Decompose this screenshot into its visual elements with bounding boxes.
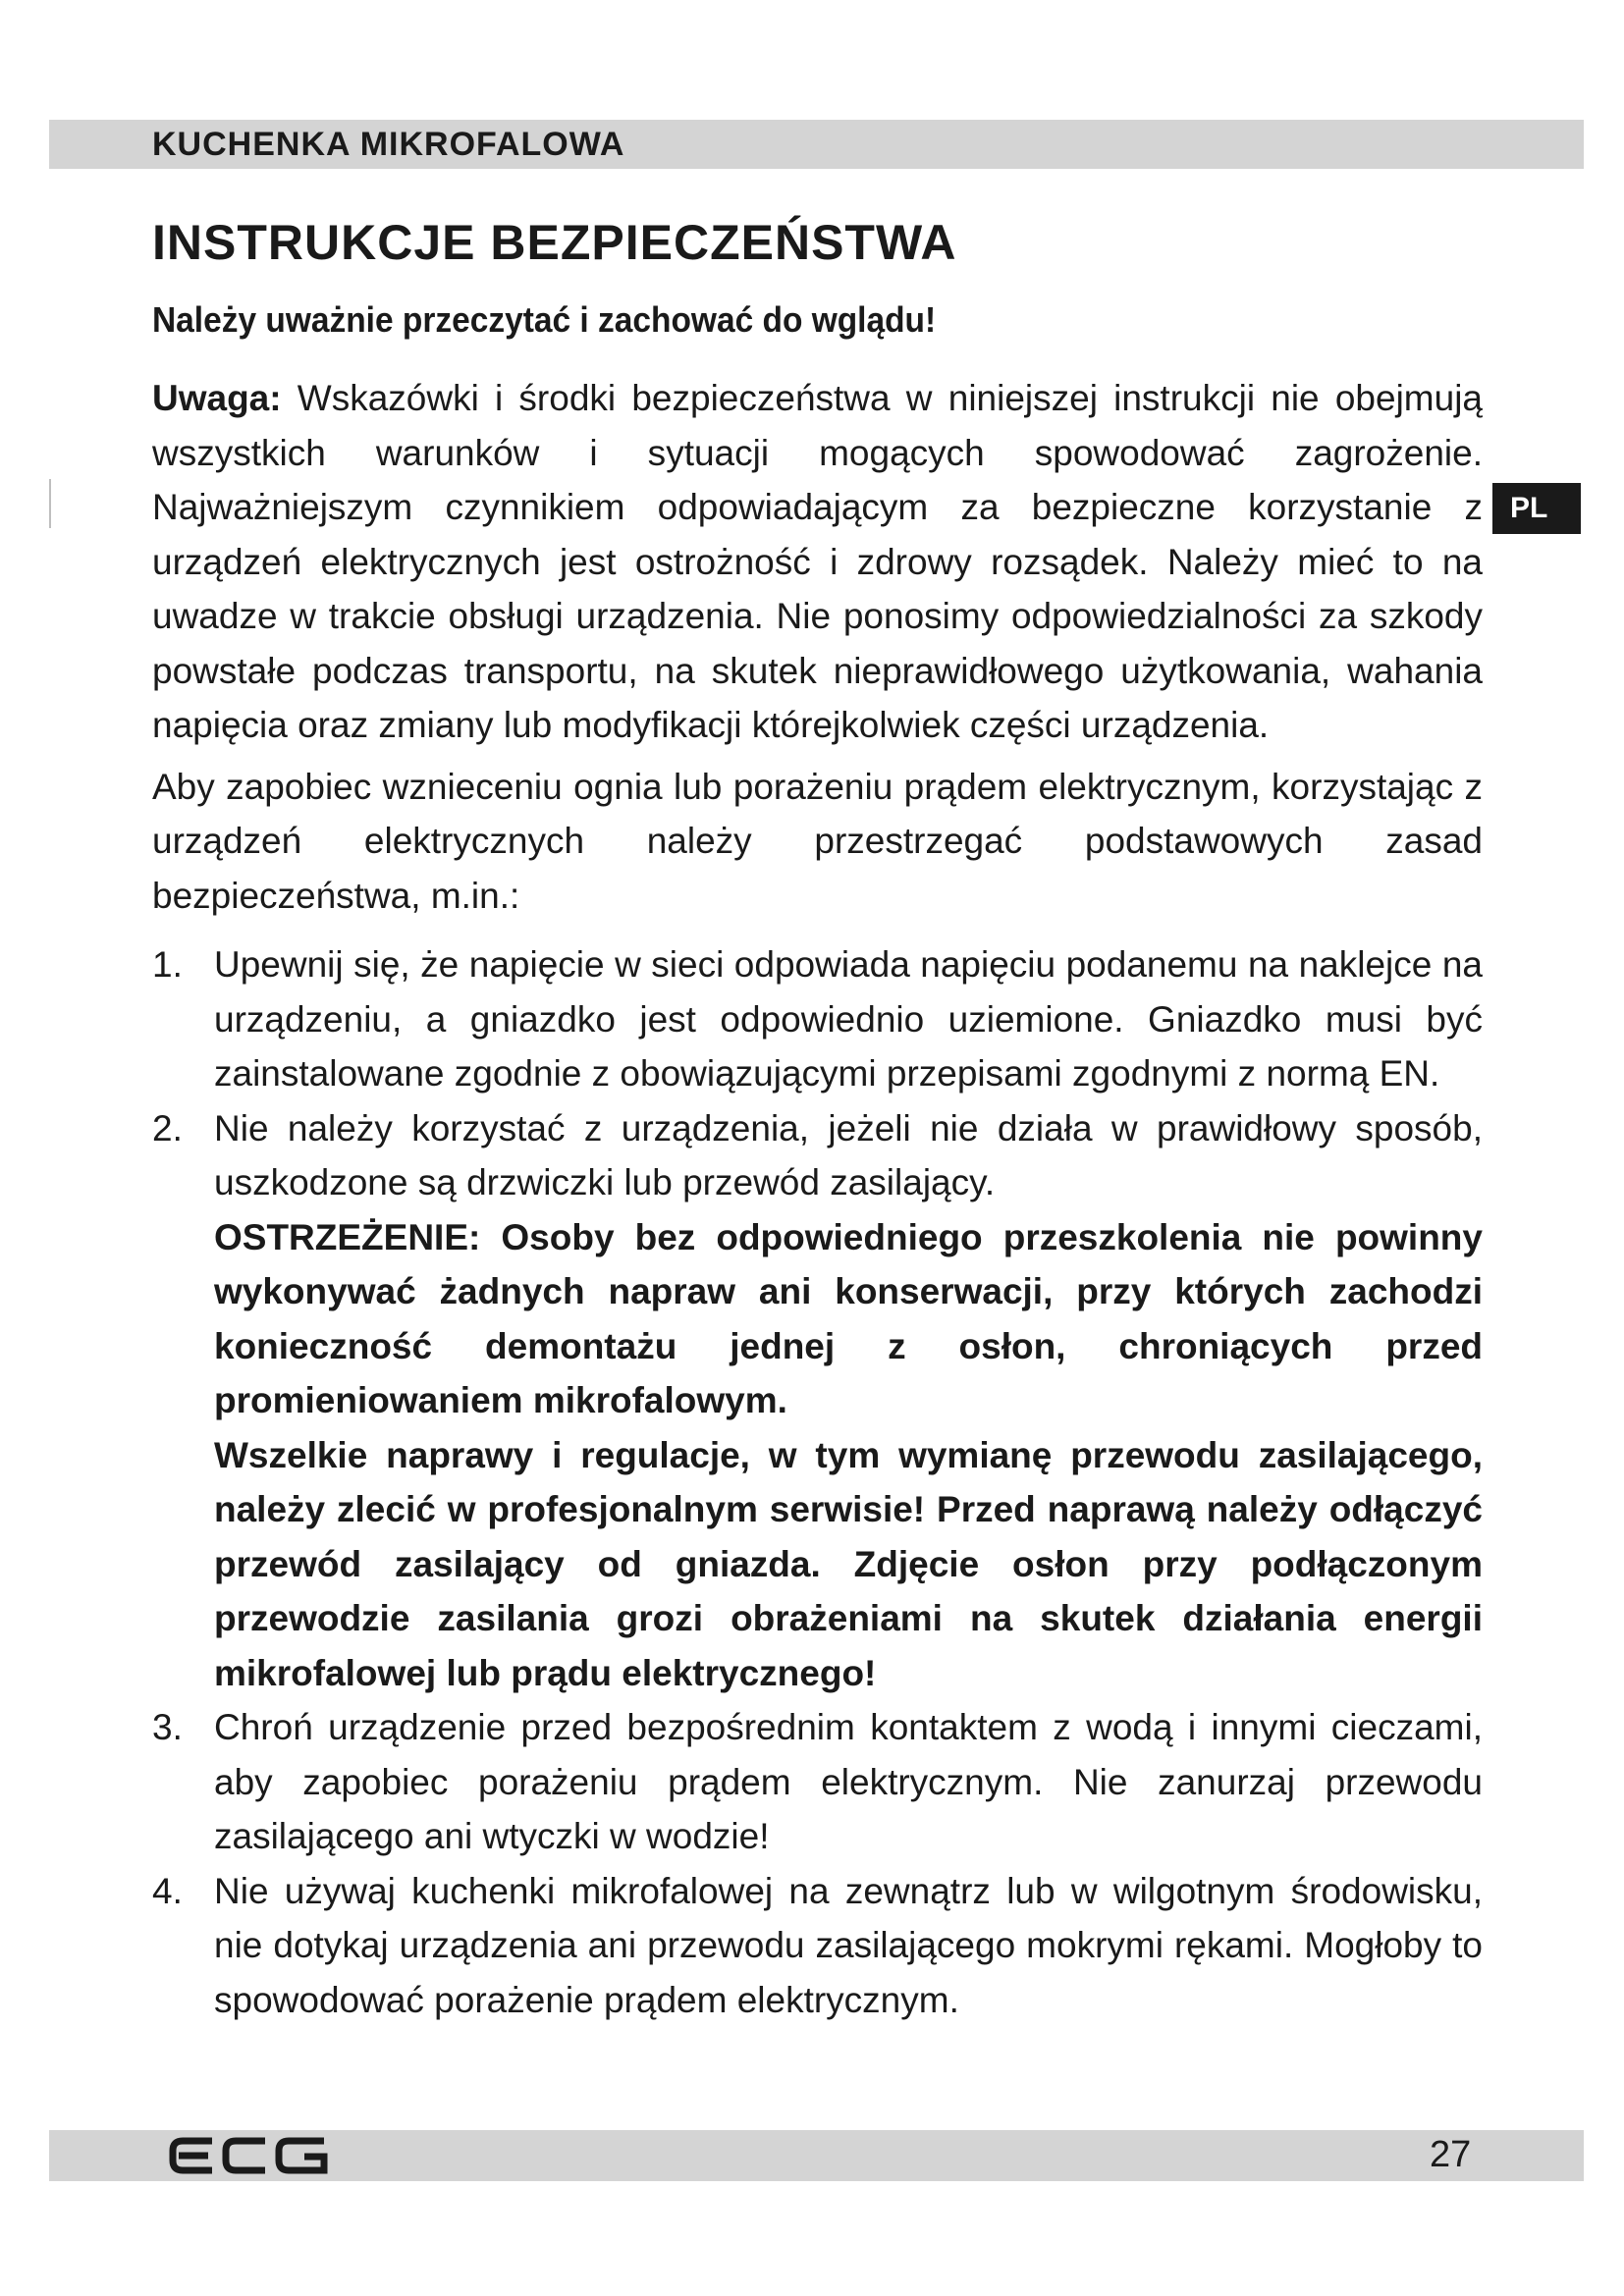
list-item-text: Nie używaj kuchenki mikrofalowej na zewnątrz lub w wilgotnym środowisku, nie dotykaj urządzenia ani przewodu zasilającego mokrymi rękami. Mogłoby to spowodować porażenie prądem elektrycznym. (214, 1870, 1483, 2020)
list-item (152, 1101, 1483, 1701)
ecg-logo (169, 2136, 331, 2175)
warning-text: OSTRZEŻENIE: Osoby bez odpowiedniego przeszkolenia nie powinny wykonywać żadnych napraw ani konserwacji, przy których zachodzi konieczność demontażu jednej z osłon, chroniących przed promieniowaniem mikrofalowym. (214, 1216, 1483, 1420)
subtitle: Należy uważnie przeczytać i zachować do wglądu! (152, 299, 937, 340)
list-item-number: 1. (152, 944, 183, 985)
safety-list (152, 937, 1483, 2027)
list-item (152, 1700, 1483, 1864)
side-margin-mark (49, 479, 51, 528)
intro-text (152, 371, 1483, 930)
list-item-text: Chroń urządzenie przed bezpośrednim kontaktem z wodą i innymi cieczami, aby zapobiec porażeniu prądem elektrycznym. Nie zanurzaj przewodu zasilającego ani wtyczki w wodzie! (214, 1707, 1483, 1856)
language-tab: PL (1492, 483, 1581, 534)
list-item-number: 4. (152, 1870, 183, 1911)
note-text: Wskazówki i środki bezpieczeństwa w niniejszej instrukcji nie obejmują wszystkich warunków i sytuacji mogących spowodować zagrożenie. Najważniejszym czynnikiem odpowiadającym za bezpieczne korzystanie z urządzeń elektrycznych jest ostrożność i zdrowy rozsądek. Należy mieć to na uwadze w trakcie obsługi urządzenia. Nie ponosimy odpowiedzialności za szkody powstałe podczas transportu, na skutek nieprawidłowego użytkowania, wahania napięcia oraz zmiany lub modyfikacji którejkolwiek części urządzenia. (152, 378, 1483, 745)
list-item (152, 1864, 1483, 2028)
intro-paragraph: Aby zapobiec wznieceniu ognia lub porażeniu prądem elektrycznym, korzystając z urządzeń elektrycznych należy przestrzegać podstawowych zasad bezpieczeństwa, m.in.: (152, 766, 1483, 916)
intro-note (152, 371, 1483, 753)
list-item-text: Upewnij się, że napięcie w sieci odpowiada napięciu podanemu na naklejce na urządzeniu, a gniazdko jest odpowiednio uziemione. Gniazdko musi być zainstalowane zgodnie z obowiązującymi przepisami zgodnymi z normą EN. (214, 944, 1483, 1094)
header-title: KUCHENKA MIKROFALOWA (152, 126, 625, 163)
list-item (152, 937, 1483, 1101)
list-item-text: Nie należy korzystać z urządzenia, jeżeli nie działa w prawidłowy sposób, uszkodzone są drzwiczki lub przewód zasilający. (214, 1107, 1483, 1202)
note-label: Uwaga: (152, 378, 282, 418)
page-number: 27 (1430, 2134, 1472, 2175)
page-title: INSTRUKCJE BEZPIECZEŃSTWA (152, 215, 957, 270)
list-item-number: 2. (152, 1107, 183, 1148)
list-item-number: 3. (152, 1707, 183, 1747)
warning-text: Wszelkie naprawy i regulacje, w tym wymianę przewodu zasilającego, należy zlecić w profesjonalnym serwisie! Przed naprawą należy odłączyć przewód zasilający od gniazda. Zdjęcie osłon przy podłączonym przewodzie zasilania grozi obrażeniami na skutek działania energii mikrofalowej lub prądu elektrycznego! (214, 1434, 1483, 1693)
